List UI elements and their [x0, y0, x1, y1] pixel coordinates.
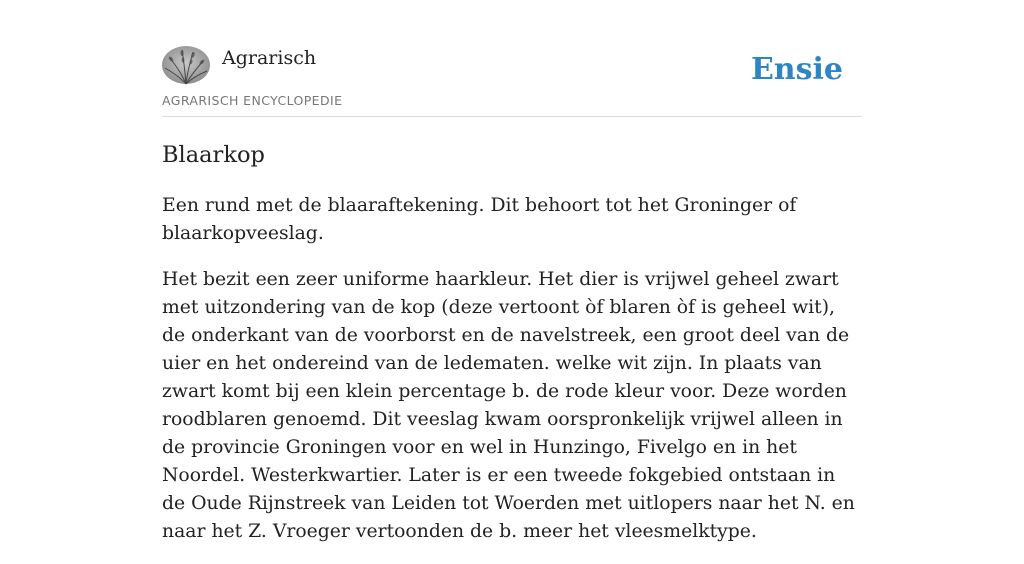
article-body: [162, 192, 862, 564]
article-paragraph: Het bezit een zeer uniforme haarkleur. Het dier is vrijwel geheel zwart met uitzondering van de kop (deze vertoont òf blaren òf is geheel wit), de onderkant van de voorborst en de navelstreek, een groot deel van de uier en het ondereind van de ledematen. welke wit zijn. In plaats van zwart komt bij een klein percentage b. de rode kleur voor. Deze worden roodblaren genoemd. Dit veeslag kwam oorspronkelijk vrijwel alleen in de provincie Groningen voor en wel in Hunzingo, Fivelgo en in het Noordel. Westerkwartier. Later is er een tweede fokgebied ontstaan in de Oude Rijnstreek van Leiden tot Woerden met uitlopers naar het N. en naar het Z. Vroeger vertoonden de b. meer het vleesmelktype.: [162, 269, 855, 542]
source-subtitle: AGRARISCH ENCYCLOPEDIE: [162, 93, 343, 108]
wheat-icon[interactable]: [162, 46, 210, 84]
article-title: Blaarkop: [162, 142, 265, 168]
article-paragraph: Een rund met de blaaraftekening. Dit behoort tot het Groninger of blaarkopveeslag.: [162, 195, 797, 244]
site-header: [162, 46, 862, 117]
source-name[interactable]: Agrarisch: [222, 47, 317, 69]
brand-logo[interactable]: Ensie: [750, 52, 843, 87]
